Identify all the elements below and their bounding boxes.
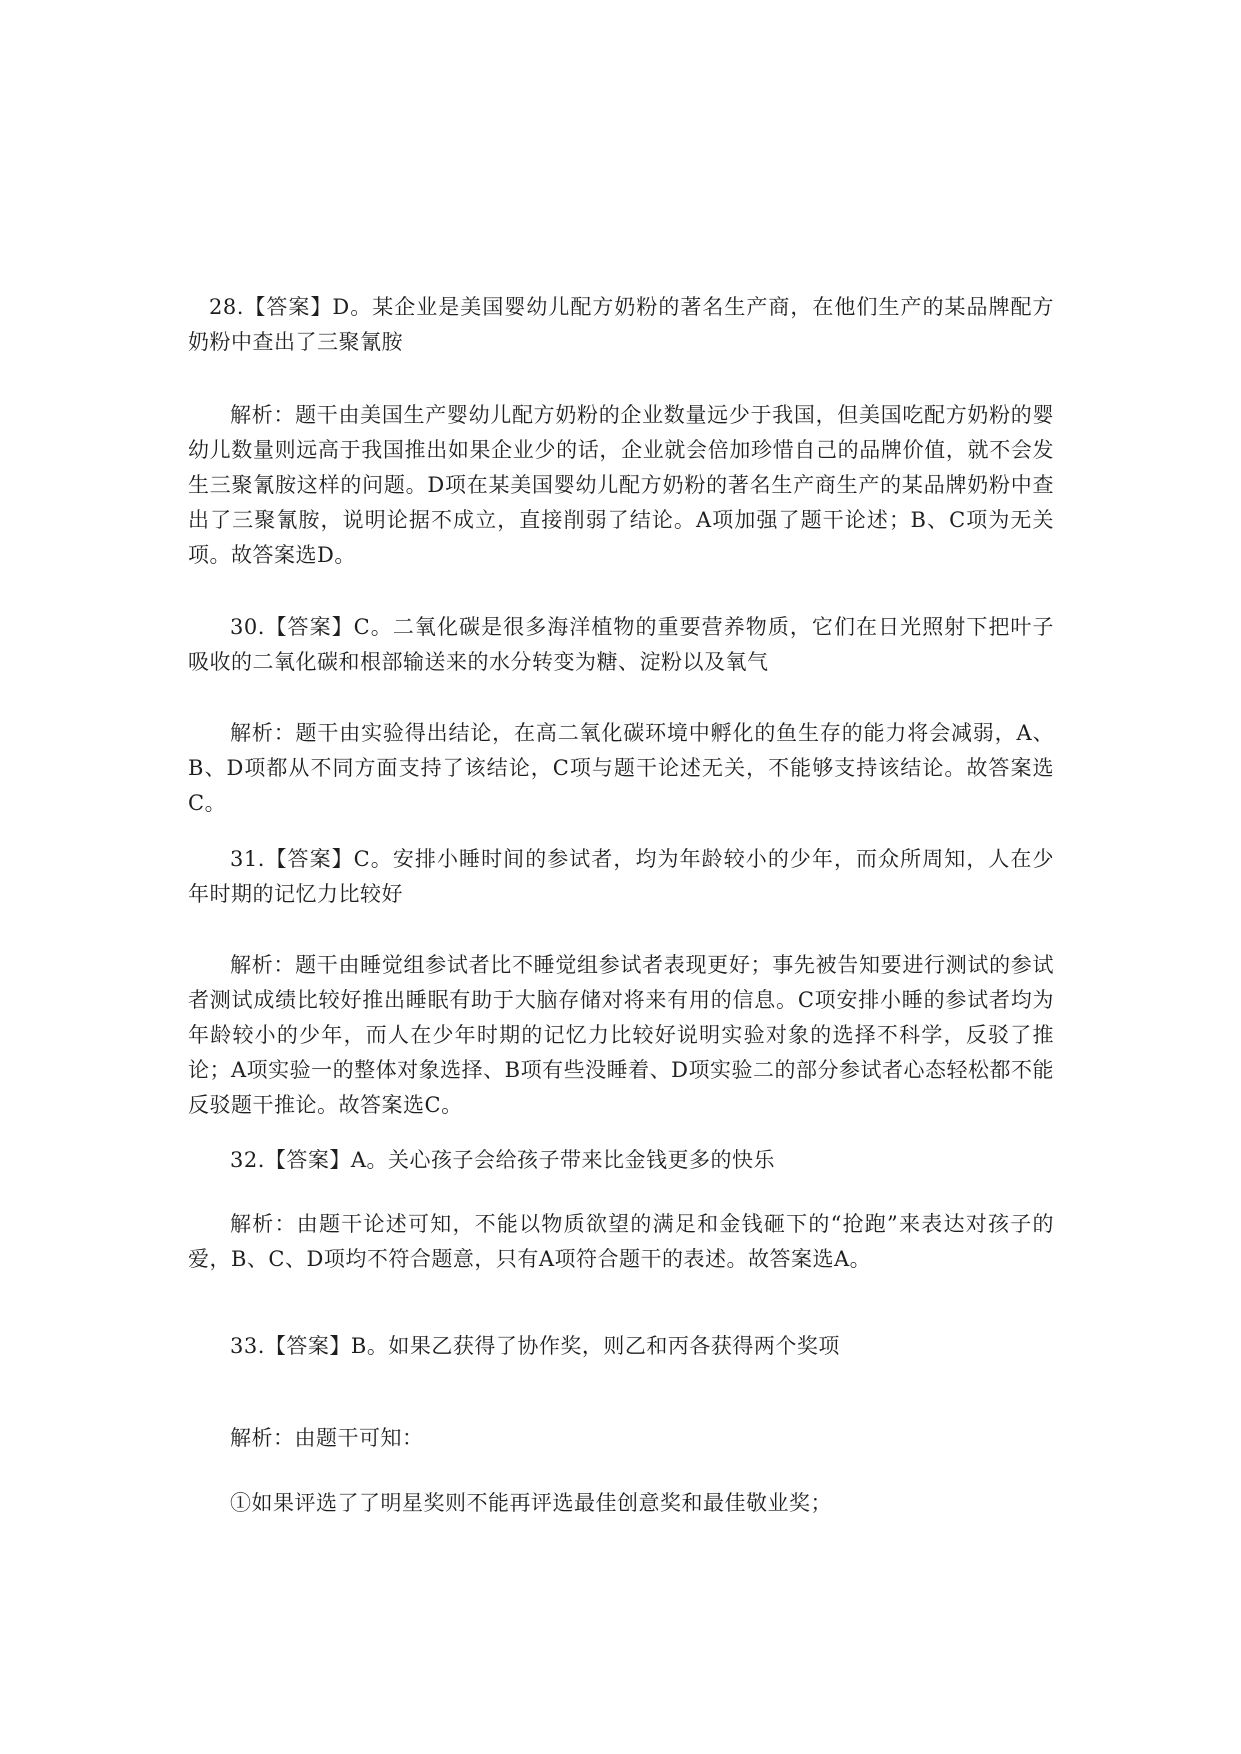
q32-answer: 32.【答案】A。关心孩子会给孩子带来比金钱更多的快乐	[230, 1148, 776, 1172]
q33-condition-1: ①如果评选了了明星奖则不能再评选最佳创意奖和最佳敬业奖；	[230, 1491, 832, 1515]
q30-answer: 30.【答案】C。二氧化碳是很多海洋植物的重要营养物质，它们在日光照射下把叶子吸收的二氧化碳和根部输送来的水分转变为糖、淀粉以及氧气	[188, 615, 1054, 674]
q33-analysis: 解析：由题干可知：	[230, 1426, 424, 1450]
q33-answer: 33.【答案】B。如果乙获得了协作奖，则乙和丙各获得两个奖项	[230, 1334, 840, 1358]
q30-analysis: 解析：题干由实验得出结论，在高二氧化碳环境中孵化的鱼生存的能力将会减弱，A、B、D项都从不同方面支持了该结论，C项与题干论述无关，不能够支持该结论。故答案选C。	[188, 721, 1054, 815]
q28-analysis: 解析：题干由美国生产婴幼儿配方奶粉的企业数量远少于我国，但美国吃配方奶粉的婴幼儿数量则远高于我国推出如果企业少的话，企业就会倍加珍惜自己的品牌价值，就不会发生三聚氰胺这样的问题。D项在某美国婴幼儿配方奶粉的著名生产商生产的某品牌奶粉中查出了三聚氰胺，说明论据不成立，直接削弱了结论。A项加强了题干论述；B、C项为无关项。故答案选D。	[188, 403, 1054, 567]
q31-answer: 31.【答案】C。安排小睡时间的参试者，均为年龄较小的少年，而众所周知，人在少年时期的记忆力比较好	[188, 847, 1054, 906]
q32-analysis: 解析：由题干论述可知，不能以物质欲望的满足和金钱砸下的“抢跑”来表达对孩子的爱，B、C、D项均不符合题意，只有A项符合题干的表述。故答案选A。	[188, 1212, 1054, 1271]
q28-answer: 28.【答案】D。某企业是美国婴幼儿配方奶粉的著名生产商，在他们生产的某品牌配方奶粉中查出了三聚氰胺	[188, 295, 1054, 354]
q31-analysis: 解析：题干由睡觉组参试者比不睡觉组参试者表现更好；事先被告知要进行测试的参试者测试成绩比较好推出睡眠有助于大脑存储对将来有用的信息。C项安排小睡的参试者均为年龄较小的少年，而人在少年时期的记忆力比较好说明实验对象的选择不科学，反驳了推论；A项实验一的整体对象选择、B项有些没睡着、D项实验二的部分参试者心态轻松都不能反驳题干推论。故答案选C。	[188, 953, 1054, 1117]
